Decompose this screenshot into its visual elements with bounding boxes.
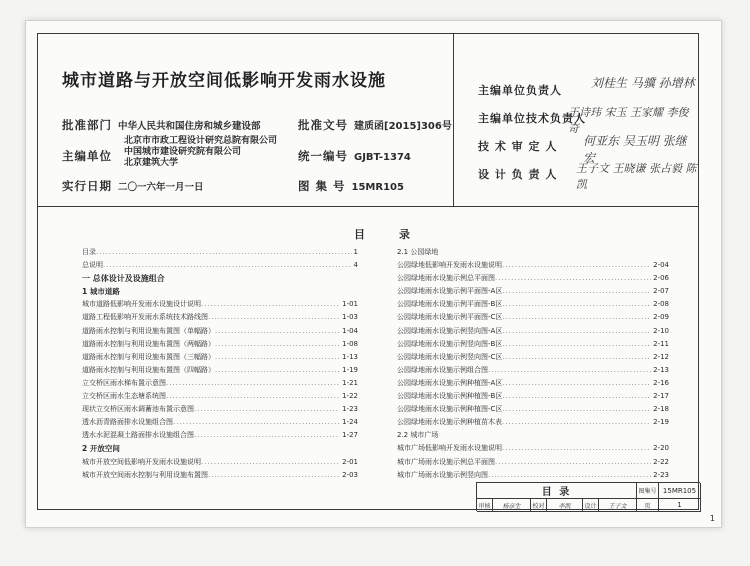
toc-leader-dots [173, 416, 340, 429]
toc-entry [397, 403, 669, 416]
impl-date: 实行日期 二〇一六年一月一日 [62, 179, 204, 193]
toc-entry-title: 总说明 [82, 261, 103, 270]
atlas-no: 图 集 号 15MR105 [298, 179, 404, 193]
toc-entry-page: 4 [353, 261, 358, 270]
toc-entry-page: 1-13 [342, 352, 358, 361]
toc-entry [82, 259, 358, 272]
handwritten-signature: 何亚东 吴玉明 张继宏 [583, 134, 687, 165]
toc-entry-title: 公园绿地雨水设施示例种植苗木表 [397, 418, 502, 427]
toc-entry [82, 325, 358, 338]
drawing-sheet [25, 20, 722, 528]
toc-entry-page: 2-13 [653, 365, 669, 374]
toc-entry [397, 285, 669, 298]
sig-role-design: 设 计 负 责 人 [478, 168, 558, 181]
toc-leader-dots [502, 338, 651, 351]
toc-entry-title: 公园绿地低影响开发雨水设施说明 [397, 261, 502, 270]
toc-entry-title: 一 总体设计及设施组合 [82, 274, 165, 284]
toc-entry [82, 272, 358, 285]
toc-entry-page: 2-17 [653, 392, 669, 401]
toc-entry-page: 1 [353, 248, 358, 256]
toc-entry-title: 2.1 公园绿地 [397, 248, 439, 256]
toc-entry-title: 城市广场雨水设施示例总平面图 [397, 457, 495, 466]
toc-leader-dots [495, 272, 651, 285]
toc-entry-title: 2 开放空间 [82, 444, 120, 454]
toc-leader-dots [215, 325, 340, 338]
toc-entry-page: 2-03 [342, 470, 358, 479]
toc-leader-dots [215, 338, 340, 351]
toc-entry-page: 2-01 [342, 457, 358, 466]
toc-leader-dots [495, 456, 651, 469]
title-block-check-label: 校对 [531, 499, 547, 512]
toc-entry-page: 2-12 [653, 352, 669, 361]
toc-leader-dots [166, 390, 340, 403]
toc-entry [397, 259, 669, 272]
toc-entry [82, 351, 358, 364]
toc-entry-title: 公园绿地雨水设施示例种植图-A区 [397, 378, 503, 387]
toc-entry [397, 442, 669, 455]
toc-leader-dots [502, 403, 651, 416]
toc-leader-dots [502, 311, 651, 324]
toc-entry [397, 351, 669, 364]
toc-entry [82, 246, 358, 259]
toc-entry-title: 城市广场低影响开发雨水设施说明 [397, 444, 502, 453]
toc-entry [397, 338, 669, 351]
toc-entry-page: 1-27 [342, 431, 358, 440]
toc-leader-dots [502, 325, 651, 338]
toc-leader-dots [194, 429, 340, 442]
toc-leader-dots [502, 285, 651, 298]
toc-entry-title: 城市道路低影响开发雨水设施设计说明 [82, 300, 201, 309]
toc-leader-dots [201, 456, 340, 469]
toc-entry [397, 272, 669, 285]
title-block-design-name: 王子文 [599, 499, 637, 512]
toc-entry-title: 城市开放空间低影响开发雨水设施说明 [82, 457, 201, 466]
toc-entry-page: 2-22 [653, 457, 669, 466]
page-number: 1 [709, 514, 715, 523]
toc-leader-dots [502, 259, 651, 272]
toc-entry [397, 416, 669, 429]
toc-entry [82, 285, 358, 298]
toc-entry [82, 298, 358, 311]
toc-entry-title: 公园绿地雨水设施示例组合图 [397, 365, 488, 374]
toc-leader-dots [502, 416, 651, 429]
toc-entry-title: 公园绿地雨水设施示例平面图-B区 [397, 300, 503, 309]
toc-leader-dots [502, 390, 651, 403]
toc-entry [397, 390, 669, 403]
unified-no: 统一编号 GJBT-1374 [298, 149, 411, 163]
toc-entry-title: 公园绿地雨水设施示例竖向图-B区 [397, 339, 503, 348]
toc-entry-title: 立交桥区雨水生态塘系统图 [82, 392, 166, 401]
toc-entry [82, 416, 358, 429]
toc-entry-page: 1-21 [342, 378, 358, 387]
handwritten-signature: 王诗玮 宋玉 王家耀 李俊奇 [568, 106, 689, 135]
approval-dept: 批准部门 中华人民共和国住房和城乡建设部 [62, 118, 261, 132]
toc-leader-dots [502, 377, 651, 390]
toc-leader-dots [201, 298, 340, 311]
title-block-title: 目 录 [477, 483, 637, 499]
editor-unit: 北京建筑大学 [124, 158, 179, 168]
toc-leader-dots [502, 298, 651, 311]
sig-role-chief: 主编单位负责人 [478, 84, 562, 97]
toc-entry-page: 2-08 [653, 300, 669, 309]
toc-leader-dots [96, 246, 352, 259]
toc-entry [82, 442, 358, 455]
toc-entry-title: 城市开放空间雨水控制与利用设施布置图 [82, 470, 208, 479]
toc-entry-page: 2-19 [653, 418, 669, 427]
toc-entry-page: 1-22 [342, 392, 358, 401]
editor-unit: 中国城市建设研究院有限公司 [124, 147, 242, 157]
toc-entry-page: 1-23 [342, 405, 358, 414]
toc-entry [82, 403, 358, 416]
toc-leader-dots [194, 403, 340, 416]
toc-entry-title: 公园绿地雨水设施示例种植图-C区 [397, 405, 503, 414]
toc-entry-title: 公园绿地雨水设施示例平面图-C区 [397, 313, 503, 322]
sig-role-tech: 主编单位技术负责人 [478, 112, 586, 125]
toc-leader-dots [488, 364, 651, 377]
title-block-page: 1 [659, 499, 701, 512]
toc-entry [82, 390, 358, 403]
toc-entry-page: 1-04 [342, 326, 358, 335]
sig-role-review: 技 术 审 定 人 [478, 140, 558, 153]
toc-entry [82, 338, 358, 351]
toc-leader-dots [488, 469, 651, 482]
toc-entry-title: 城市广场雨水设施示例竖向图 [397, 470, 488, 479]
toc-entry [82, 429, 358, 442]
toc-entry-page: 1-03 [342, 313, 358, 322]
toc-entry-page: 2-07 [653, 287, 669, 296]
toc-entry-page: 2-20 [653, 444, 669, 453]
toc-leader-dots [208, 469, 340, 482]
toc-entry-page: 1-24 [342, 418, 358, 427]
toc-entry-title: 公园绿地雨水设施示例种植图-B区 [397, 392, 503, 401]
toc-entry [82, 456, 358, 469]
toc-entry-page: 2-18 [653, 405, 669, 414]
toc-entry-page: 1-19 [342, 365, 358, 374]
toc-entry [397, 377, 669, 390]
header-vertical-line [453, 34, 454, 206]
title-block-atlas-label: 图集号 [637, 483, 659, 499]
toc-entry-title: 道路雨水控制与利用设施布置图（两幅路） [82, 339, 215, 348]
toc-leader-dots [215, 364, 340, 377]
title-block-page-label: 页 [637, 499, 659, 512]
editor-unit: 北京市市政工程设计研究总院有限公司 [124, 136, 278, 146]
title-block-design-label: 设计 [583, 499, 599, 512]
title-block-check-name: 李凯 [547, 499, 583, 512]
toc-entry-page: 2-23 [653, 470, 669, 479]
editor-units [124, 136, 277, 169]
toc-entry [397, 246, 669, 259]
toc-entry-page: 2-16 [653, 378, 669, 387]
toc-entry-title: 公园绿地雨水设施示例总平面图 [397, 274, 495, 283]
toc-entry [397, 298, 669, 311]
toc-leader-dots [502, 351, 651, 364]
editor-label: 主编单位 [62, 149, 112, 163]
toc-entry [82, 311, 358, 324]
toc-entry [397, 429, 669, 442]
toc-entry-title: 1 城市道路 [82, 287, 120, 297]
toc-entry-title: 现状立交桥区雨水调蓄池布置示意图 [82, 405, 194, 414]
toc-right-column [397, 246, 669, 482]
toc-entry [397, 456, 669, 469]
toc-entry-title: 公园绿地雨水设施示例竖向图-C区 [397, 352, 503, 361]
toc-entry [397, 364, 669, 377]
toc-leader-dots [502, 442, 651, 455]
toc-entry-title: 透水沥青路面排水设施组合图 [82, 418, 173, 427]
toc-entry-page: 2-11 [653, 339, 669, 348]
toc-entry-page: 2-04 [653, 261, 669, 270]
drawing-frame [37, 33, 699, 510]
toc-entry-title: 透水水泥混凝土路面排水设施组合图 [82, 431, 194, 440]
title-block-atlas: 15MR105 [659, 483, 701, 499]
header-divider [38, 206, 698, 207]
toc-heading-left: 目 [354, 228, 367, 241]
toc-entry-title: 2.2 城市广场 [397, 431, 439, 440]
title-block [476, 482, 700, 511]
toc-entry-page: 1-08 [342, 339, 358, 348]
toc-entry-title: 公园绿地雨水设施示例竖向图-A区 [397, 326, 503, 335]
approval-doc: 批准文号 建质函[2015]306号 [298, 118, 452, 132]
toc-entry [82, 377, 358, 390]
toc-entry-title: 立交桥区雨水梯布置示意图 [82, 378, 166, 387]
title-block-audit-label: 审核 [477, 499, 493, 512]
toc-entry [82, 364, 358, 377]
toc-entry-page: 2-10 [653, 326, 669, 335]
toc-leader-dots [103, 259, 352, 272]
toc-entry-title: 目录 [82, 248, 96, 256]
toc-entry-page: 1-01 [342, 300, 358, 309]
toc-entry-page: 2-09 [653, 313, 669, 322]
toc-entry-title: 公园绿地雨水设施示例平面图-A区 [397, 287, 503, 296]
toc-entry-title: 道路雨水控制与利用设施布置图（三幅路） [82, 352, 215, 361]
toc-entry-title: 道路雨水控制与利用设施布置图（四幅路） [82, 365, 215, 374]
page-title: 城市道路与开放空间低影响开发雨水设施 [62, 71, 386, 91]
title-block-audit-name: 杨彦生 [493, 499, 531, 512]
toc-leader-dots [166, 377, 340, 390]
toc-entry [397, 469, 669, 482]
toc-leader-dots [215, 351, 340, 364]
toc-entry-title: 道路雨水控制与利用设施布置图（单幅路） [82, 326, 215, 335]
handwritten-signature: 刘桂生 马骥 孙增林 [591, 76, 695, 90]
toc-entry [82, 469, 358, 482]
toc-entry-page: 2-06 [653, 274, 669, 283]
toc-left-column [82, 246, 358, 482]
handwritten-signature: 王子文 王晓谦 张占毅 陈凯 [576, 162, 697, 191]
toc-heading-right: 录 [399, 228, 412, 241]
toc-leader-dots [208, 311, 340, 324]
toc-entry [397, 325, 669, 338]
toc-entry [397, 311, 669, 324]
toc-entry-title: 道路工程低影响开发雨水系统技术路线图 [82, 313, 208, 322]
